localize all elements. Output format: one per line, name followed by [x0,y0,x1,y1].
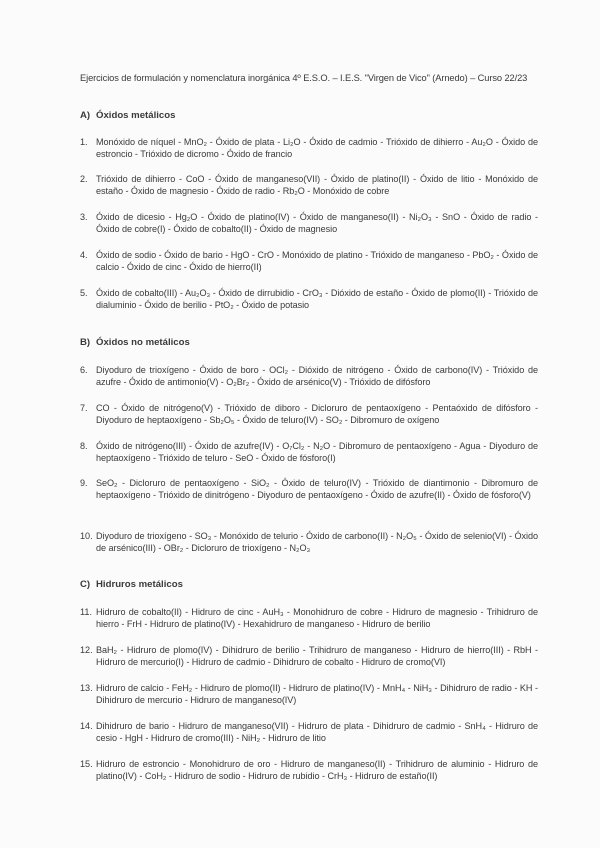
exercise-number: 14. [80,721,93,731]
section-letter: B) [80,337,91,348]
exercise-text: CO - Óxido de nitrógeno(V) - Trióxido de diboro - Dicloruro de pentaoxígeno - Pentaóxido de difósforo - Diyoduro de heptaoxígeno - Sb₂O₅ - Óxido de teluro(IV) - SO₂ - Dibromuro de oxígeno [96,403,538,426]
section-title: Óxidos metálicos [96,110,176,121]
exercise-text: Monóxido de níquel - MnO₂ - Óxido de plata - Li₂O - Óxido de cadmio - Trióxido de dihierro - Au₂O - Óxido de estroncio - Trióxido de dicromo - Óxido de francio [96,137,538,160]
exercise-number: 8. [80,441,88,451]
exercise-text: Hidruro de calcio - FeH₂ - Hidruro de plomo(II) - Hidruro de platino(IV) - MnH₄ - NiH₃ - Dihidruro de radio - KH - Dihidruro de mercurio - Hidruro de manganeso(IV) [96,683,538,706]
exercise-text: Dihidruro de bario - Hidruro de manganeso(VII) - Hidruro de plata - Dihidruro de cadmio - SnH₄ - Hidruro de cesio - HgH - Hidruro de cromo(III) - NiH₂ - Hidruro de litio [96,721,538,744]
exercise-text: BaH₂ - Hidruro de plomo(IV) - Dihidruro de berilio - Trihidruro de manganeso - Hidruro de hierro(III) - RbH - Hidruro de mercurio(I) - Hidruro de cadmio - Dihidruro de cobalto - Hidruro de cromo(VI) [96,645,538,668]
exercise-item [80,364,538,388]
exercise-text: Trióxido de dihierro - CoO - Óxido de manganeso(VII) - Óxido de platino(II) - Óxido de litio - Monóxido de estaño - Óxido de magnesio - Óxido de radio - Rb₂O - Monóxido de cobre [96,174,538,197]
exercise-item [80,530,538,554]
exercise-item [80,682,538,706]
exercise-number: 7. [80,403,88,413]
exercise-number: 11. [80,607,92,617]
exercise-number: 2. [80,174,88,184]
exercise-text: Hidruro de estroncio - Monohidruro de oro - Hidruro de manganeso(II) - Trihidruro de aluminio - Hidruro de platino(IV) - CoH₂ - Hidruro de sodio - Hidruro de rubidio - CrH₃ - Hidruro de estaño(II) [96,759,538,782]
document-header: Ejercicios de formulación y nomenclatura inorgánica 4º E.S.O. – I.E.S. "Virgen de Vico" (Arnedo) – Curso 22/23 [80,73,528,83]
exercise-text: Diyoduro de trioxígeno - Óxido de boro - OCl₂ - Dióxido de nitrógeno - Óxido de carbono(IV) - Trióxido de azufre - Óxido de antimonio(V) - O₂Br₂ - Óxido de arsénico(V) - Trióxido de difósforo [96,365,538,388]
exercise-item [80,440,538,464]
exercise-item [80,249,538,273]
exercise-item [80,402,538,426]
exercise-item [80,211,538,235]
exercise-text: Óxido de dicesio - Hg₂O - Óxido de platino(IV) - Óxido de manganeso(II) - Ni₂O₃ - SnO - Óxido de radio - Óxido de cobre(I) - Óxido de cobalto(II) - Óxido de magnesio [96,212,538,235]
exercise-text: Óxido de cobalto(III) - Au₂O₃ - Óxido de dirrubidio - CrO₃ - Dióxido de estaño - Óxido de plomo(II) - Trióxido de dialuminio - Óxido de berilio - PtO₂ - Óxido de potasio [96,288,538,311]
section-title: Hidruros metálicos [96,579,183,590]
exercise-item [80,720,538,744]
exercise-number: 4. [80,250,88,260]
exercise-text: Hidruro de cobalto(II) - Hidruro de cinc - AuH₃ - Monohidruro de cobre - Hidruro de magnesio - Trihidruro de hierro - FrH - Hidruro de platino(IV) - Hexahidruro de manganeso - Hidruro de berilio [96,607,538,630]
exercise-number: 5. [80,288,88,298]
exercise-item [80,644,538,668]
section-heading-oxidos-metalicos [80,110,175,121]
section-heading-hidruros-metalicos [80,579,183,590]
exercise-text: SeO₂ - Dicloruro de pentaoxígeno - SiO₂ - Óxido de teluro(IV) - Trióxido de diantimonio - Dibromuro de heptaoxígeno - Trióxido de dinitrógeno - Diyoduro de pentaoxígeno - Óxido de azufre(II) - Óxido de fósforo(V) [96,478,538,501]
exercise-text: Óxido de sodio - Óxido de bario - HgO - CrO - Monóxido de platino - Trióxido de manganeso - PbO₂ - Óxido de calcio - Óxido de cinc - Óxido de hierro(II) [96,250,538,273]
exercise-number: 9. [80,478,88,488]
exercise-item [80,136,538,160]
exercise-item [80,477,538,501]
section-letter: A) [80,110,91,121]
exercise-item [80,173,538,197]
exercise-number: 12. [80,645,93,655]
section-heading-oxidos-no-metalicos [80,337,190,348]
exercise-item [80,287,538,311]
exercise-number: 3. [80,212,88,222]
exercise-item [80,606,538,630]
exercise-number: 6. [80,365,88,375]
exercise-item [80,758,538,782]
exercise-text: Diyoduro de trioxígeno - SO₃ - Monóxido de telurio - Óxido de carbono(II) - N₂O₅ - Óxido de selenio(VI) - Óxido de arsénico(III) - OBr₂ - Dicloruro de trioxígeno - N₂O₃ [96,531,538,554]
section-title: Óxidos no metálicos [96,337,190,348]
exercise-number: 13. [80,683,93,693]
exercise-number: 10. [80,531,93,541]
section-letter: C) [80,579,91,590]
exercise-number: 1. [80,137,88,147]
exercise-number: 15. [80,759,93,769]
exercise-text: Óxido de nitrógeno(III) - Óxido de azufre(IV) - O₇Cl₂ - N₂O - Dibromuro de pentaoxígeno - Agua - Diyoduro de heptaoxígeno - Trióxido de teluro - SeO - Óxido de fósforo(I) [96,441,538,464]
